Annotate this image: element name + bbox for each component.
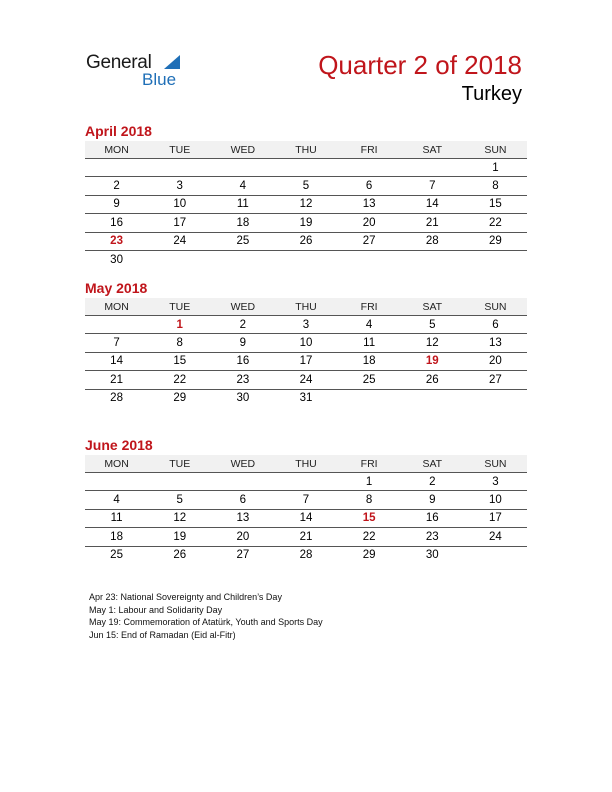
day-cell [274,250,337,268]
day-cell: 5 [401,316,464,334]
day-cell: 9 [211,334,274,352]
day-cell: 11 [338,334,401,352]
weekday-header: TUE [148,455,211,473]
month-block [85,280,527,407]
weekday-header: SAT [401,141,464,159]
weekday-header: WED [211,298,274,316]
day-cell [85,473,148,491]
day-cell: 28 [299,549,313,562]
holiday-note: Apr 23: National Sovereignty and Children’s Day [89,592,282,602]
day-cell [211,159,274,177]
day-cell: 23 [401,528,464,546]
day-cell: 24 [148,232,211,250]
day-cell: 5 [148,491,211,509]
week-row [85,473,527,491]
day-cell: 29 [173,392,187,405]
day-cell [211,250,274,268]
day-cell: 22 [148,371,211,389]
week-row [85,250,527,268]
weekday-header: THU [274,141,337,159]
day-cell: 13 [464,334,527,352]
week-row [85,177,527,195]
day-cell: 14 [85,352,148,370]
day-cell: 1 [338,473,401,491]
day-cell: 18 [211,214,274,232]
holiday-note: Jun 15: End of Ramadan (Eid al-Fitr) [89,629,236,640]
day-cell: 6 [464,316,527,334]
day-cell: 30 [236,392,250,405]
day-cell: 25 [338,371,401,389]
month-title: May 2018 [85,280,148,296]
day-cell: 12 [148,509,211,527]
day-cell [148,250,211,268]
day-cell: 22 [464,214,527,232]
week-row [85,389,527,407]
weekday-header: MON [85,298,148,316]
day-cell: 2 [211,316,274,334]
weekday-header: MON [85,455,148,473]
day-cell: 11 [211,195,274,213]
month-title: April 2018 [85,123,152,139]
day-cell: 4 [85,491,148,509]
day-cell: 6 [338,177,401,195]
week-row [85,491,527,509]
day-cell: 12 [274,195,337,213]
day-cell: 7 [85,334,148,352]
day-cell: 8 [148,334,211,352]
day-cell [148,473,211,491]
day-cell: 5 [274,177,337,195]
day-cell: 28 [401,232,464,250]
day-cell: 14 [401,195,464,213]
day-cell: 3 [148,177,211,195]
day-cell [85,316,148,334]
day-cell [464,250,527,268]
weekday-header: TUE [148,298,211,316]
month-block [85,437,527,564]
day-cell: 18 [338,352,401,370]
week-row [85,371,527,389]
day-cell: 9 [401,491,464,509]
day-cell: 8 [464,177,527,195]
weekday-header: SAT [401,298,464,316]
day-cell [85,159,148,177]
day-cell: 16 [85,214,148,232]
day-cell: 17 [148,214,211,232]
week-row [85,214,527,232]
holiday-notes [89,591,323,641]
weekday-header: SAT [401,455,464,473]
day-cell: 11 [85,509,148,527]
day-cell [338,159,401,177]
day-cell: 15 [148,352,211,370]
month-grid [85,298,527,407]
day-cell [464,389,527,407]
day-cell: 29 [362,549,376,562]
week-row [85,159,527,177]
holiday-day-cell: 1 [148,316,211,334]
day-cell [211,473,274,491]
weekday-header: THU [274,298,337,316]
holiday-note: May 19: Commemoration of Atatürk, Youth and Sports Day [89,617,323,628]
day-cell [401,250,464,268]
month-grid [85,141,527,268]
day-cell: 21 [401,214,464,232]
day-cell: 19 [274,214,337,232]
day-cell: 22 [338,528,401,546]
logo-triangle-icon [164,55,180,69]
month-block [85,123,527,268]
day-cell: 23 [211,371,274,389]
day-cell [274,159,337,177]
weekday-header: SUN [464,455,527,473]
holiday-note: May 1: Labour and Solidarity Day [89,604,223,615]
day-cell: 4 [338,316,401,334]
day-cell: 18 [85,528,148,546]
day-cell: 10 [148,195,211,213]
day-cell [401,389,464,407]
day-cell: 25 [211,232,274,250]
month-title: June 2018 [85,437,153,453]
week-row [85,528,527,546]
day-cell: 12 [401,334,464,352]
day-cell [148,159,211,177]
day-cell: 15 [464,195,527,213]
day-cell: 21 [85,371,148,389]
day-cell: 26 [401,371,464,389]
day-cell: 7 [401,177,464,195]
day-cell: 29 [464,232,527,250]
day-cell: 26 [274,232,337,250]
weekday-header: FRI [338,455,401,473]
day-cell: 7 [274,491,337,509]
day-cell: 16 [401,509,464,527]
weekday-header: MON [85,141,148,159]
week-row [85,509,527,527]
day-cell [401,159,464,177]
day-cell [274,473,337,491]
day-cell: 31 [299,392,313,405]
day-cell: 3 [464,473,527,491]
day-cell: 16 [211,352,274,370]
day-cell: 14 [274,509,337,527]
week-row [85,316,527,334]
weekday-header: SUN [464,141,527,159]
day-cell: 27 [236,549,250,562]
month-grid [85,455,527,564]
weekday-header: WED [211,141,274,159]
day-cell: 20 [464,352,527,370]
holiday-day-cell: 19 [401,352,464,370]
week-row [85,195,527,213]
weekday-header: THU [274,455,337,473]
weekday-header: WED [211,455,274,473]
week-row [85,352,527,370]
day-cell: 24 [464,528,527,546]
week-row [85,546,527,564]
day-cell: 8 [338,491,401,509]
week-row [85,334,527,352]
page-title: Quarter 2 of 2018 [318,50,522,80]
day-cell: 2 [85,177,148,195]
country-name: Turkey [461,83,522,105]
day-cell: 17 [464,509,527,527]
holiday-day-cell: 15 [338,509,401,527]
logo-blue-text: Blue [142,70,177,89]
weekday-header: TUE [148,141,211,159]
weekday-header: FRI [338,298,401,316]
week-row [85,232,527,250]
day-cell: 13 [211,509,274,527]
day-cell: 30 [110,253,123,266]
day-cell [338,389,401,407]
day-cell: 17 [274,352,337,370]
day-cell: 10 [274,334,337,352]
day-cell: 3 [274,316,337,334]
day-cell [464,546,527,564]
day-cell: 1 [464,159,527,177]
day-cell: 20 [338,214,401,232]
logo-general-text: General [86,52,152,73]
day-cell: 20 [211,528,274,546]
day-cell: 24 [274,371,337,389]
day-cell: 6 [211,491,274,509]
logo [86,52,196,92]
holiday-day-cell: 23 [85,232,148,250]
day-cell: 4 [211,177,274,195]
day-cell: 30 [425,549,439,562]
day-cell: 9 [85,195,148,213]
day-cell: 27 [338,232,401,250]
day-cell: 19 [148,528,211,546]
day-cell: 26 [173,549,187,562]
day-cell: 21 [274,528,337,546]
day-cell: 28 [110,392,123,405]
day-cell: 10 [464,491,527,509]
day-cell: 27 [464,371,527,389]
weekday-header: FRI [338,141,401,159]
day-cell [338,250,401,268]
day-cell: 13 [338,195,401,213]
day-cell: 25 [110,549,123,562]
day-cell: 2 [401,473,464,491]
weekday-header: SUN [464,298,527,316]
